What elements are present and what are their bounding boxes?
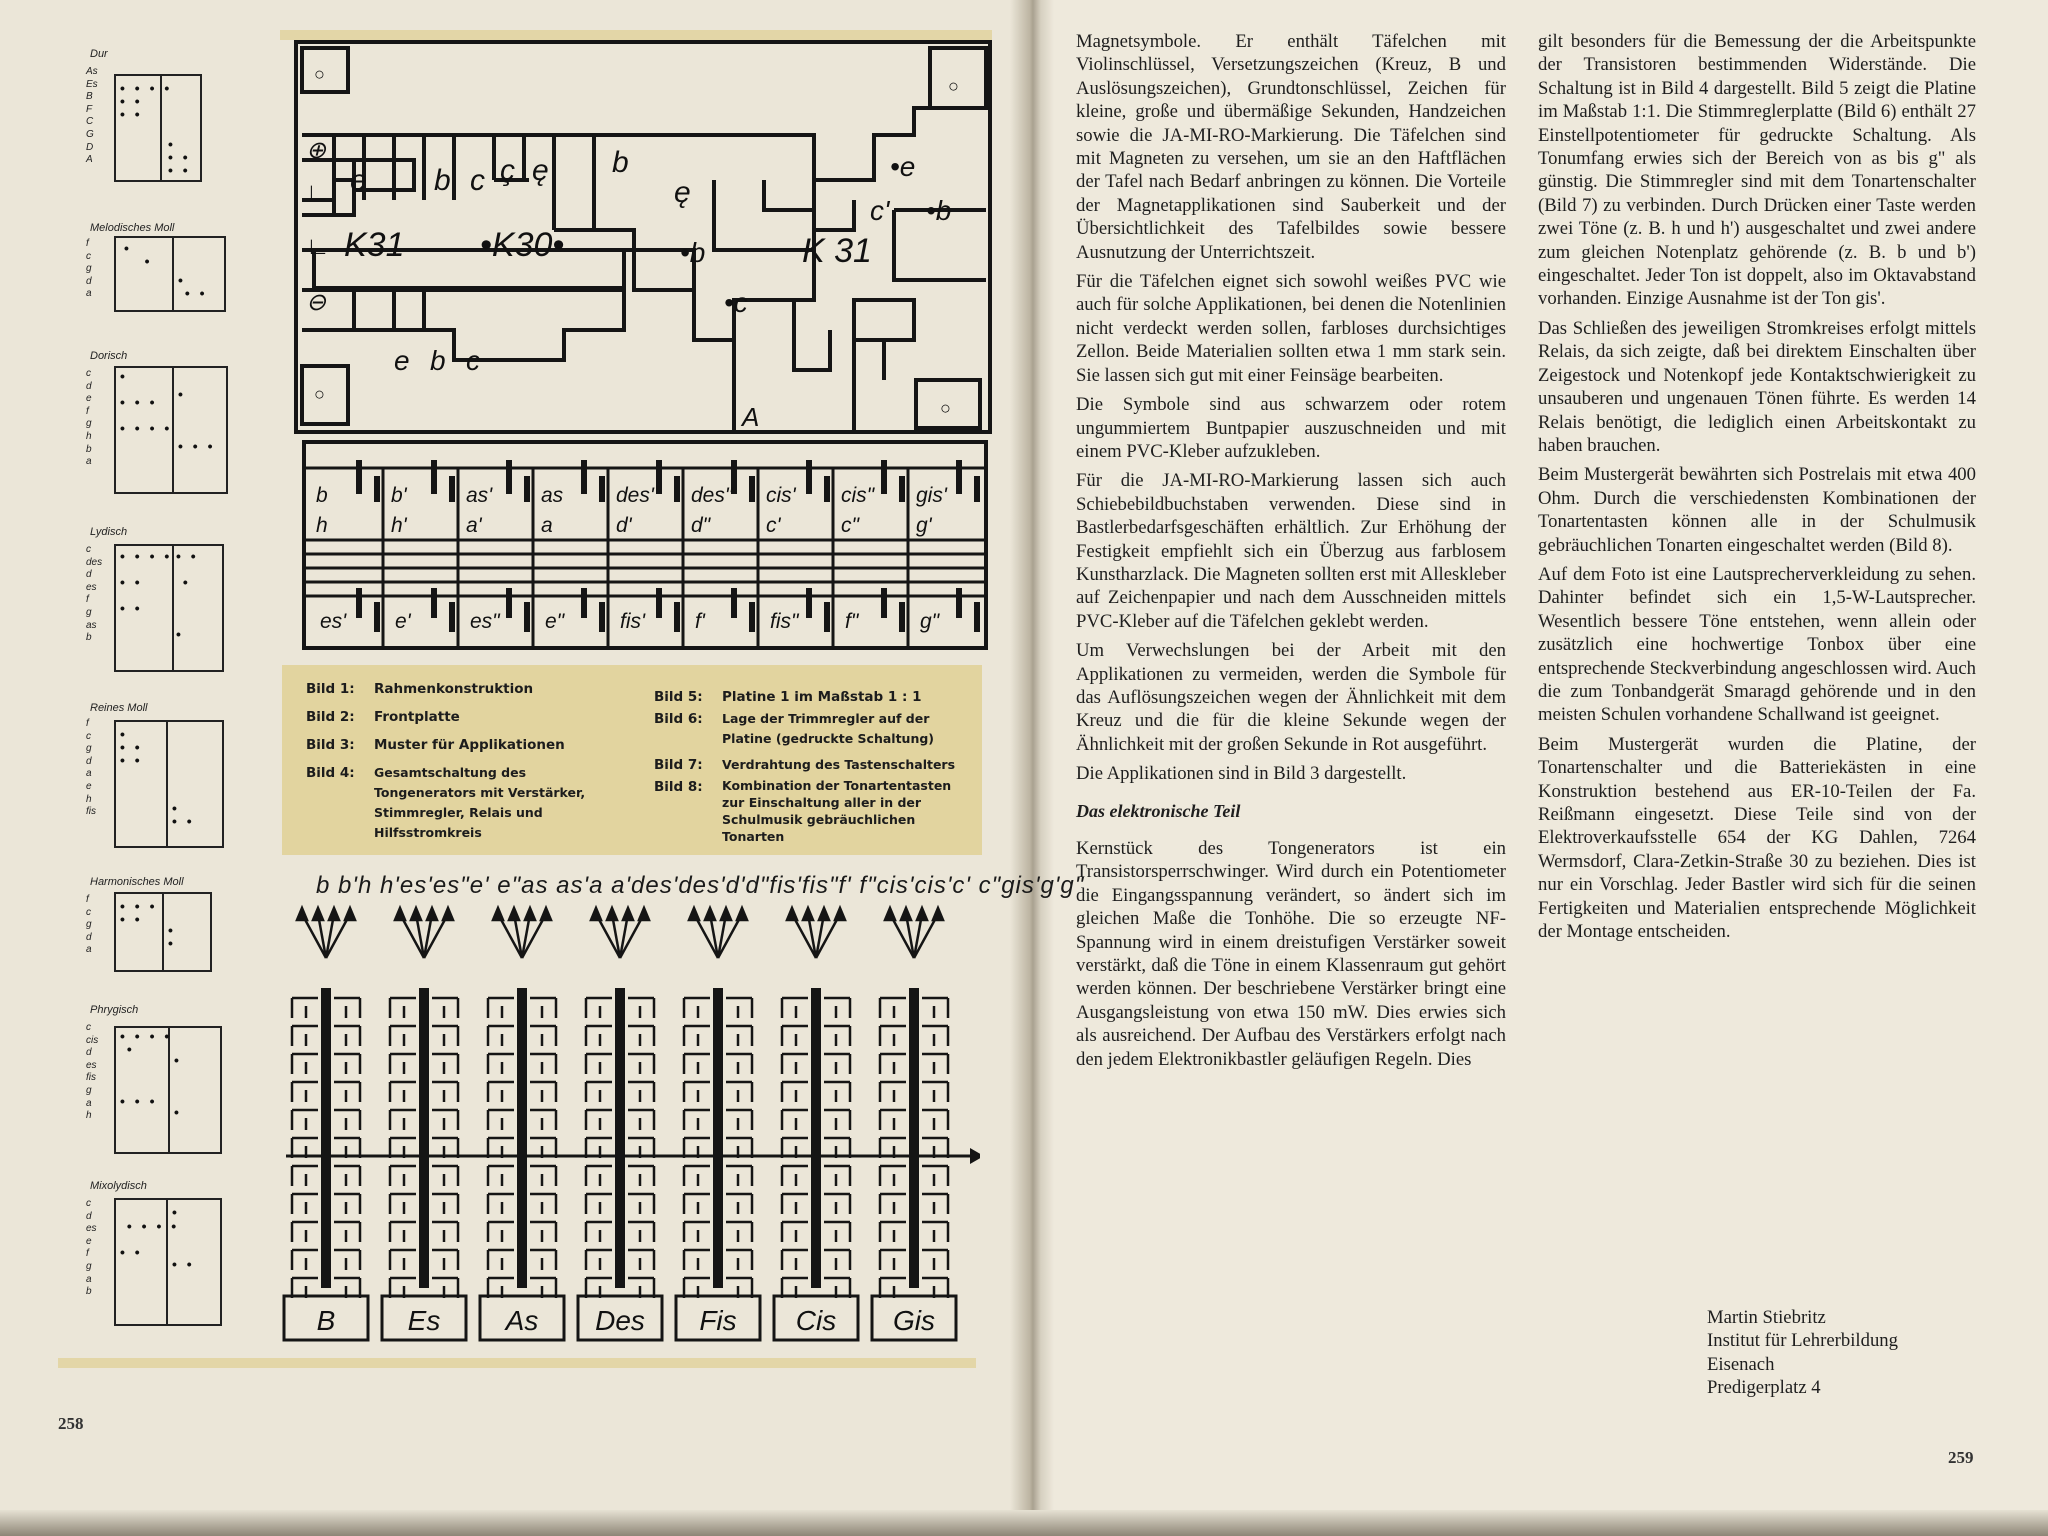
arrow-head [345, 908, 355, 920]
key-bar [419, 988, 429, 1288]
scale-notes: f c g d a e h fis [86, 718, 96, 818]
svg-text:○: ○ [948, 76, 959, 96]
switch-contact [581, 588, 587, 618]
caption-bild-4: Bild 4: Gesamtschaltung des Tongenerators mit Verstärker, Stimmregler, Relais und Hilfsstromkreis [306, 765, 586, 840]
scale-notes: c cis d es fis g a h [86, 1022, 99, 1122]
paragraph: Auf dem Foto ist eine Lautsprecherverkleidung zu sehen. Dahinter befindet sich ein 1,5-W-Lautsprecher. Wesentlich bessere Töne entstehen, wenn allein oder zusätzlich eine hochwertige Tonbox über eine entsprechende Steckverbindung angeschlossen wird. Auch die zum Tonbandgerät Smaragd gehörende und in den meisten Schulen vorhandene Schallwand ist geeignet. [1538, 563, 1976, 726]
arrow-head [803, 908, 813, 920]
label-e-bottom: e [394, 345, 410, 376]
scale-box: • • • • • • • • • • • • [114, 544, 224, 672]
paragraph: Die Applikationen sind in Bild 3 dargestellt. [1076, 763, 1407, 785]
switch-label-bottom: c' [766, 514, 781, 537]
arrow-head [525, 908, 535, 920]
figure-captions [282, 665, 982, 855]
switch-label-bottom: h [316, 514, 328, 537]
paragraph: Für die JA-MI-RO-Markierung lassen sich auch Schiebebildbuchstaben verwenden. Diese sind in Bastlerbedarfsgeschäften erhältlich. Zur Erhöhung der Festigkeit empfiehlt sich ein Überzug aus farblosem Kunstharzlack. Die Magneten sollten erst mit Alleskleber auf Zeichenpapier und nach dem Ausschneiden mittels PVC-Kleber auf die Täfelchen geklebt werden. [1076, 470, 1506, 632]
switch-label-bottom: d" [691, 514, 711, 537]
switch-contact [374, 602, 380, 632]
label-b2: b [612, 146, 629, 179]
switch-contact [524, 602, 530, 632]
paragraph: Magnetsymbole. Er enthält Täfelchen mit Violinschlüssel, Versetzungszeichen (Kreuz, B und Auslösungszeichen), Grundtonschlüssel, Zeichen für kleine, große und übermäßige Sekunden, Handzeichen sowie die JA-MI-RO-Markierung. Die Täfelchen sind mit Magneten zu versehen, um sie an den Haftflächen der Tafel nach Bedarf anbringen zu können. Die Vorteile der Magnetapplikationen sind Sauberkeit und der Übersichtlichkeit des Tafelbildes sowie bessere Ausnutzung der Unterrichtszeit. [1076, 31, 1506, 263]
scale-box: • • • • • • • • • [114, 1198, 222, 1326]
scale-notes: f c g d a [86, 894, 92, 956]
label-b-mid: •b [680, 237, 706, 268]
switch-contact [524, 476, 530, 502]
arrow-head [509, 908, 519, 920]
arrow-head [427, 908, 437, 920]
scale-box: • • • • • [114, 236, 226, 312]
switch-contact [599, 476, 605, 502]
tone-notes-row: b b'h h'es'es"e' e"as as'a a'des'des'd'd"fis'fis"f' f"cis'cis'c' c"gis'g'g" [316, 872, 1085, 899]
arrow-head [329, 908, 339, 920]
label-c-mid: •c [724, 287, 748, 318]
switch-contact [731, 588, 737, 618]
key-bar [321, 988, 331, 1288]
switch-contact [599, 602, 605, 632]
switch-contact [356, 588, 362, 618]
arrow-head [541, 908, 551, 920]
switch-label-lower: es" [470, 610, 500, 633]
switch-contact [899, 476, 905, 502]
switch-label-bottom: c" [841, 514, 859, 537]
switch-contact [674, 602, 680, 632]
switch-label-top: gis' [916, 484, 947, 507]
switch-contact [449, 476, 455, 502]
switch-label-bottom: a' [466, 514, 482, 537]
switch-label-lower: g" [920, 610, 940, 633]
paragraph: Beim Mustergerät wurden die Platine, der Tonartenschalter und die Batteriekästen in eine Konstruktion bestehend aus ER-10-Teilen der Fa. Reißmann eingesetzt. Diese Teile sind von der Elektroverkaufsstelle 654 der KG Dahlen, 7264 Wermsdorf, Clara-Zetkin-Straße 30 zu beziehen. Dies ist nur ein Vorschlag. Jeder Bastler wird sich für die seinen Fertigkeiten und Materialien entsprechende Möglichkeit der Montage entscheiden. [1538, 733, 1976, 943]
arrow-head [443, 908, 453, 920]
text-column-2 [1538, 30, 1976, 949]
top-yellow-rule [280, 30, 992, 40]
caption-bild-2: Bild 2: Frontplatte [306, 709, 460, 725]
arrow-head [591, 908, 601, 920]
book-gutter [1010, 0, 1054, 1536]
paragraph: Beim Mustergerät bewährten sich Postrelais mit etwa 400 Ohm. Durch die verschiedensten Kombinationen der Tonartentasten können alle in der Schulmusik gebräuchlichen Tonarten eingeschaltet werden (Bild 8). [1538, 464, 1976, 556]
key-label: Fis [699, 1305, 737, 1336]
scale-box: • • • • • • • • [114, 720, 224, 848]
key-label: Cis [795, 1305, 837, 1336]
scale-name: Mixolydisch [90, 1180, 147, 1192]
scale-box: • • • • • • • • • • • • • [114, 74, 202, 182]
key-bar [811, 988, 821, 1288]
arrow-head [835, 908, 845, 920]
key-label: B [316, 1305, 336, 1336]
switch-contact [881, 460, 887, 494]
switch-label-bottom: d' [616, 514, 632, 537]
scale-notes: As Es B F C G D A [86, 66, 98, 166]
switch-contact [674, 476, 680, 502]
svg-text:○: ○ [940, 398, 951, 418]
scale-notes: f c g d a [86, 238, 92, 300]
author-signature [1707, 1306, 1898, 1400]
arrow-head [819, 908, 829, 920]
switch-label-bottom: h' [391, 514, 407, 537]
scale-name: Reines Moll [90, 702, 148, 714]
key-bar [615, 988, 625, 1288]
arrow-head [607, 908, 617, 920]
caption-bild-8: Bild 8: Kombination der Tonartentasten zur Einschaltung aller in der Schulmusik gebräuchlichen Tonarten [654, 778, 952, 844]
angle-symbol: ∟ [306, 179, 330, 206]
switch-label-lower: f' [695, 610, 705, 633]
switch-label-bottom: g' [916, 514, 932, 537]
svg-text:○: ○ [314, 384, 325, 404]
author-street: Predigerplatz 4 [1707, 1377, 1821, 1399]
switch-contact [824, 602, 830, 632]
arrow-head [639, 908, 649, 920]
scale-box: • • • • • • • • • • • • [114, 366, 228, 494]
scale-name: Dur [90, 48, 108, 60]
arrow-head [411, 908, 421, 920]
author-name: Martin Stiebritz [1707, 1307, 1826, 1328]
arrow-head [623, 908, 633, 920]
switch-label-top: b [316, 484, 328, 507]
label-e-cedilla: ę [532, 154, 549, 187]
scale-name: Harmonisches Moll [90, 876, 184, 888]
arrow-head [737, 908, 747, 920]
label-b: b [434, 164, 451, 197]
svg-text:○: ○ [314, 64, 325, 84]
paragraph: Die Symbole sind aus schwarzem oder rotem ungummiertem Buntpapier auszuschneiden und mit einem PVC-Kleber aufzukleben. [1076, 394, 1506, 462]
switch-label-bottom: a [541, 514, 553, 537]
paragraph: Kernstück des Tongenerators ist ein Transistorsperrschwinger. Wird durch ein Potentiometer die Eingangsspannung verändert, so ändert sich im gleichen Maße die Tonhöhe. Die so erzeugte NF-Spannung wird in einem dreistufigen Verstärker soweit verstärkt, daß die Töne in einem Klassenraum gut gehört werden können. Der beschriebene Verstärker bringt eine Ausgangsleistung von etwa 150 mW. Dies erwies sich als ausreichend. Der Aufbau des Verstärkers erfolgt nach den jedem Elektronikbastler geläufigen Regeln. Dies [1076, 838, 1506, 1070]
paragraph: Das Schließen des jeweiligen Stromkreises erfolgt mittels Relais, da sich zeigte, daß bei direktem Einschalten über Zeigestock und Notenkopf jede Kontaktschwierigkeit zu unsauberen und ungenauen Tönen führte. Es werden 14 Relais benötigt, die lediglich einen Arbeitskontakt zu haben brauchen. [1538, 317, 1976, 456]
label-k31-right: K 31 [802, 232, 872, 270]
label-b-right: •b [926, 195, 952, 226]
switch-contact [806, 460, 812, 494]
arrow-head [933, 908, 943, 920]
author-city: Eisenach [1707, 1353, 1775, 1375]
key-label: As [505, 1305, 539, 1336]
switch-label-lower: fis' [620, 610, 646, 633]
switch-label-lower: e' [395, 610, 411, 633]
switch-contact [374, 476, 380, 502]
bottom-yellow-rule [58, 1358, 976, 1368]
label-e-cedilla2: ę [674, 176, 691, 209]
switch-label-lower: fis" [770, 610, 799, 633]
switch-contact [656, 460, 662, 494]
arrow-head [885, 908, 895, 920]
switch-contact [581, 460, 587, 494]
label-k30: •K30• [480, 226, 565, 264]
bottom-shadow [0, 1510, 2048, 1536]
scale-notes: c des d es f g as b [86, 544, 103, 644]
switch-label-lower: es' [320, 610, 347, 633]
switch-contact [356, 460, 362, 494]
arrow-head [493, 908, 503, 920]
section-heading: Das elektronische Teil [1076, 800, 1241, 821]
scale-box: • • • • • • • • • • [114, 1026, 222, 1154]
arrow-head [917, 908, 927, 920]
arrow-head [787, 908, 797, 920]
minus-symbol: ⊖ [306, 289, 327, 316]
key-bar [909, 988, 919, 1288]
switch-label-top: cis" [841, 484, 875, 507]
label-a: A [742, 402, 760, 432]
scale-name: Dorisch [90, 350, 128, 362]
switch-label-top: des" [691, 484, 733, 507]
arrow-head [395, 908, 405, 920]
key-switch-diagram [294, 440, 994, 655]
key-label: Gis [893, 1305, 935, 1336]
switch-label-lower: f" [845, 610, 859, 633]
switch-label-top: cis' [766, 484, 796, 507]
label-e-right: •e [890, 151, 916, 182]
caption-bild-6: Bild 6: Lage der Trimmregler auf der Platine (gedruckte Schaltung) [654, 711, 935, 746]
paragraph: gilt besonders für die Bemessung der die Arbeitspunkte der Transistoren bestimmenden Widerstände. Die Schaltung ist in Bild 4 dargestellt. Bild 5 zeigt die Platine im Maßstab 1:1. Die Stimmreglerplatte (Bild 6) enthält 27 Einstellpotentiometer für gedruckte Schaltung. Als Tonumfang erwies sich der Bereich von as bis g" als günstig. Die Stimmregler sind mit dem Tonartenschalter (Bild 7) zu verbinden. Durch Drücken einer Taste werden zwei Töne (z. B. h und h') ausgeschaltet und zwei andere zum gleichen Notenplatz gehörende (z. B. b und b') eingeschaltet. Jeder Ton ist doppelt, also im Oktavabstand vorhanden. Einzige Ausnahme ist der Ton gis'. [1538, 31, 1976, 310]
frontplate-diagram [294, 40, 994, 440]
switch-contact [899, 602, 905, 632]
switch-contact [449, 602, 455, 632]
switch-contact [806, 588, 812, 618]
scale-notes: c d e f g h b a [86, 368, 92, 468]
caption-bild-7: Bild 7: Verdrahtung des Tastenschalters [654, 757, 956, 773]
label-c-cedilla: ç [500, 154, 515, 187]
label-c: c [470, 164, 485, 197]
scale-name: Melodisches Moll [90, 222, 175, 234]
switch-contact [956, 460, 962, 494]
arrow-head [313, 908, 323, 920]
arrow-head [721, 908, 731, 920]
paragraph: Um Verwechslungen bei der Arbeit mit den Applikationen zu vermeiden, werden die Symbole für das Auflösungszeichen wegen der Ähnlichkeit mit dem Kreuz und die für die kleine Sekunde wegen der Ähnlichkeit mit der großen Sekunde in Rot ausgeführt. [1076, 640, 1506, 755]
label-e: e [350, 164, 367, 197]
caption-bild-3: Bild 3: Muster für Applikationen [306, 737, 565, 753]
switch-contact [956, 588, 962, 618]
label-k31-left: K31 [344, 226, 405, 264]
switch-contact [431, 460, 437, 494]
scale-notes: c d es e f g a b [86, 1198, 97, 1298]
label-b-bottom: b [430, 345, 446, 376]
author-institute: Institut für Lehrerbildung [1707, 1330, 1898, 1352]
switch-contact [749, 476, 755, 502]
caption-bild-5: Bild 5: Platine 1 im Maßstab 1 : 1 [654, 689, 922, 705]
scale-name: Lydisch [90, 526, 128, 538]
switch-contact [974, 602, 980, 632]
switch-label-top: as [541, 484, 564, 507]
page-number-left: 258 [58, 1414, 84, 1433]
switch-label-top: b' [391, 484, 407, 507]
text-column-1 [1076, 30, 1506, 1077]
arrow-head [297, 908, 307, 920]
paragraph: Für die Täfelchen eignet sich sowohl weißes PVC wie auch für solche Applikationen, bei denen die Notenlinien nicht verdeckt werden sollen, farbloses durchsichtiges Zellon. Beide Materialien sollten etwa 1 mm stark sein. Sie lassen sich gut mit einer Feinsäge bearbeiten. [1076, 271, 1506, 386]
switch-contact [656, 588, 662, 618]
switch-contact [506, 460, 512, 494]
switch-label-lower: e" [545, 610, 565, 633]
label-c-prime: c' [870, 195, 890, 226]
label-c-bottom: c [466, 345, 480, 376]
key-bar [517, 988, 527, 1288]
arrow-head [689, 908, 699, 920]
switch-contact [431, 588, 437, 618]
switch-contact [881, 588, 887, 618]
arrow-head [901, 908, 911, 920]
switch-contact [506, 588, 512, 618]
switch-contact [749, 602, 755, 632]
switch-contact [974, 476, 980, 502]
scale-name: Phrygisch [90, 1004, 139, 1016]
caption-bild-1: Bild 1: Rahmenkonstruktion [306, 681, 534, 697]
key-label: Des [595, 1305, 645, 1336]
key-bar [713, 988, 723, 1288]
arrow-head [705, 908, 715, 920]
switch-contact [824, 476, 830, 502]
key-label: Es [407, 1305, 441, 1336]
plus-symbol: ⊕ [306, 137, 327, 164]
page-number-right: 259 [1948, 1448, 1974, 1467]
angle-symbol: ∟ [306, 233, 330, 260]
scale-box: • • • • • • • [114, 892, 212, 972]
key-combination-diagram [280, 898, 980, 1358]
switch-label-top: as' [466, 484, 493, 507]
scale-diagrams [68, 40, 248, 1340]
switch-label-top: des' [616, 484, 654, 507]
